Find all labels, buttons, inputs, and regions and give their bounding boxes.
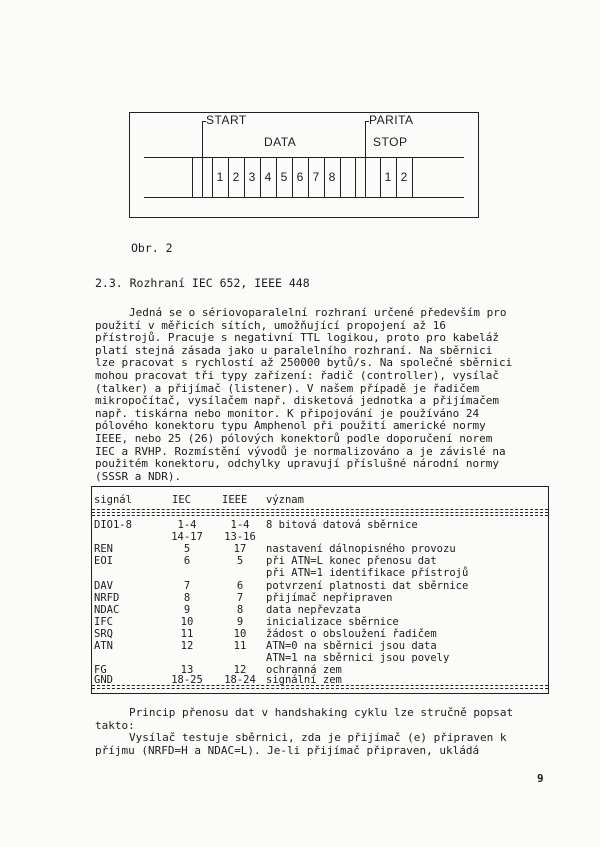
cell-divider — [355, 157, 356, 198]
table-row — [92, 616, 548, 628]
header-rule — [92, 512, 548, 513]
cell-iec: 10 — [180, 616, 194, 628]
data-bit-3: 3 — [248, 170, 256, 184]
page-number: 9 — [537, 772, 544, 785]
cell-ieee: 13-16 — [224, 531, 256, 543]
table-row — [92, 580, 548, 592]
cell-ieee: 17 — [233, 543, 247, 555]
paragraph-intro — [95, 307, 548, 483]
cell-iec: 11 — [180, 628, 194, 640]
cell-divider — [340, 157, 341, 198]
text-line: (talker) a přijímač (listener). V našem případě je řadičem — [95, 381, 480, 395]
table-row — [92, 674, 548, 686]
cell-meaning: potvrzení platnosti dat sběrnice — [266, 580, 469, 592]
table-row — [92, 640, 548, 652]
cell-meaning: ATN=0 na sběrnici jsou data — [266, 640, 437, 652]
text-line: IEC a RVHP. Rozmístění vývodů je normalizováno a je závislé na — [95, 444, 506, 458]
data-bit-2: 2 — [232, 170, 240, 184]
cell-iec: 5 — [183, 543, 191, 555]
cell-signal: NRFD — [94, 592, 120, 604]
stop-label: STOP — [373, 135, 408, 149]
figure-caption: Obr. 2 — [131, 241, 173, 255]
table-row — [92, 652, 548, 664]
data-bit-5: 5 — [280, 170, 288, 184]
text-line: platí stejná zásada jako u paralelního rozhraní. Na sběrnici — [95, 343, 493, 357]
table-row — [92, 604, 548, 616]
cell-ieee: 11 — [233, 640, 247, 652]
signal-table — [91, 486, 549, 694]
text-line: IEEE, nebo 25 (26) pólových konektorů podle doporučení norem — [95, 431, 493, 445]
text-line: Jedná se o sériovoparalelní rozhraní určené především pro — [129, 306, 507, 319]
cell-meaning: při ATN=1 identifikace přístrojů — [266, 567, 469, 579]
parity-marker-vertical — [365, 121, 366, 157]
text-line: mohou pracovat tři typy zařízení: řadič (controller), vysílač — [95, 368, 499, 382]
data-bit-8: 8 — [328, 170, 336, 184]
cell-iec: 1-4 — [177, 519, 197, 531]
cell-ieee: 12 — [233, 664, 247, 676]
text-line: pólového konektoru typu Amphenol při použití americké normy — [95, 419, 486, 433]
stop-bit-2: 2 — [400, 170, 408, 184]
data-bit-1: 1 — [216, 170, 224, 184]
header-rule — [92, 509, 548, 510]
text-line: použití v měřicích sítích, umožňující propojení až 16 — [95, 318, 446, 332]
cell-ieee: 8 — [236, 604, 244, 616]
cell-signal: EOI — [94, 555, 113, 567]
frame-diagram — [129, 112, 479, 218]
cell-signal: NDAC — [94, 604, 120, 616]
cell-meaning: data nepřevzata — [266, 604, 361, 616]
cell-iec: 13 — [180, 664, 194, 676]
cell-meaning: ochranná zem — [266, 664, 342, 676]
table-row — [92, 543, 548, 555]
cell-divider — [365, 157, 366, 198]
cell-ieee: 6 — [236, 580, 244, 592]
cell-signal: DAV — [94, 580, 113, 592]
data-bit-4: 4 — [264, 170, 272, 184]
cell-ieee: 18-24 — [224, 674, 256, 686]
cell-iec: 8 — [183, 592, 191, 604]
cell-meaning: při ATN=L konec přenosu dat — [266, 555, 437, 567]
cell-iec: 18-25 — [171, 674, 203, 686]
start-label: START — [206, 113, 247, 127]
cell-signal: IFC — [94, 616, 113, 628]
cell-meaning: přijímač nepřipraven — [266, 592, 393, 604]
cell-ieee: 1-4 — [230, 519, 250, 531]
cell-meaning: signální zem — [266, 674, 342, 686]
table-row — [92, 628, 548, 640]
cell-iec: 6 — [183, 555, 191, 567]
cell-signal: FG — [94, 664, 107, 676]
text-line: přístrojů. Pracuje s negativní TTL logikou, proto pro kabeláž — [95, 331, 499, 345]
cell-meaning: 8 bitová datová sběrnice — [266, 519, 418, 531]
cell-ieee: 7 — [236, 592, 244, 604]
header-ieee: IEEE — [222, 494, 248, 506]
start-marker-vertical — [202, 121, 203, 157]
cell-signal: DIO1-8 — [94, 519, 132, 531]
text-line: lze pracovat s rychlostí až 250000 bytů/s. Na společné sběrnici — [95, 356, 513, 370]
text-line: Princip přenosu dat v handshaking cyklu lze stručně popsat — [129, 706, 514, 719]
table-row — [92, 555, 548, 567]
data-bit-7: 7 — [312, 170, 320, 184]
cell-ieee: 10 — [233, 628, 247, 640]
table-row — [92, 519, 548, 531]
cell-meaning: žádost o obsloužení řadičem — [266, 628, 437, 640]
header-meaning: význam — [266, 494, 304, 506]
cell-ieee: 5 — [236, 555, 244, 567]
cell-iec: 9 — [183, 604, 191, 616]
section-heading: 2.3. Rozhraní IEC 652, IEEE 448 — [95, 276, 310, 290]
text-line: použitém konektoru, odchylky upravují příslušné národní normy — [95, 457, 499, 471]
bottom-rule — [92, 688, 548, 689]
data-label: DATA — [264, 135, 297, 149]
cell-divider — [202, 157, 203, 198]
table-row — [92, 567, 548, 579]
text-line: Vysílač testuje sběrnici, zda je přijímač (e) připraven k — [129, 731, 507, 745]
cell-meaning: ATN=1 na sběrnici jsou povely — [266, 652, 450, 664]
cell-divider — [192, 157, 193, 198]
paragraph-handshake — [95, 707, 548, 757]
header-rule — [92, 515, 548, 516]
cell-signal: REN — [94, 543, 113, 555]
cell-meaning: inicializace sběrnice — [266, 616, 399, 628]
text-line: mikropočítač, vysílačem např. disketová jednotka a přijímačem — [95, 394, 499, 408]
cell-signal: ATN — [94, 640, 113, 652]
cell-iec: 14-17 — [171, 531, 203, 543]
table-row — [92, 592, 548, 604]
cell-ieee: 9 — [236, 616, 244, 628]
data-bit-6: 6 — [296, 170, 304, 184]
header-signal: signál — [94, 494, 132, 506]
table-row — [92, 531, 548, 543]
cell-meaning: nastavení dálnopisného provozu — [266, 543, 456, 555]
cell-iec: 7 — [183, 580, 191, 592]
cell-iec: 12 — [180, 640, 194, 652]
stop-bit-1: 1 — [384, 170, 392, 184]
text-line: takto: — [95, 718, 135, 732]
cell-signal: GND — [94, 674, 113, 686]
text-line: např. tiskárna nebo monitor. K připojování je používáno 24 — [95, 406, 480, 420]
text-line: (SSSR a NDR). — [95, 469, 182, 483]
header-iec: IEC — [172, 494, 191, 506]
cell-divider — [412, 157, 413, 198]
cell-signal: SRQ — [94, 628, 113, 640]
parity-label: PARITA — [369, 113, 414, 127]
text-line: příjmu (NRFD=H a NDAC=L). Je-li přijímač připraven, ukládá — [95, 743, 480, 757]
